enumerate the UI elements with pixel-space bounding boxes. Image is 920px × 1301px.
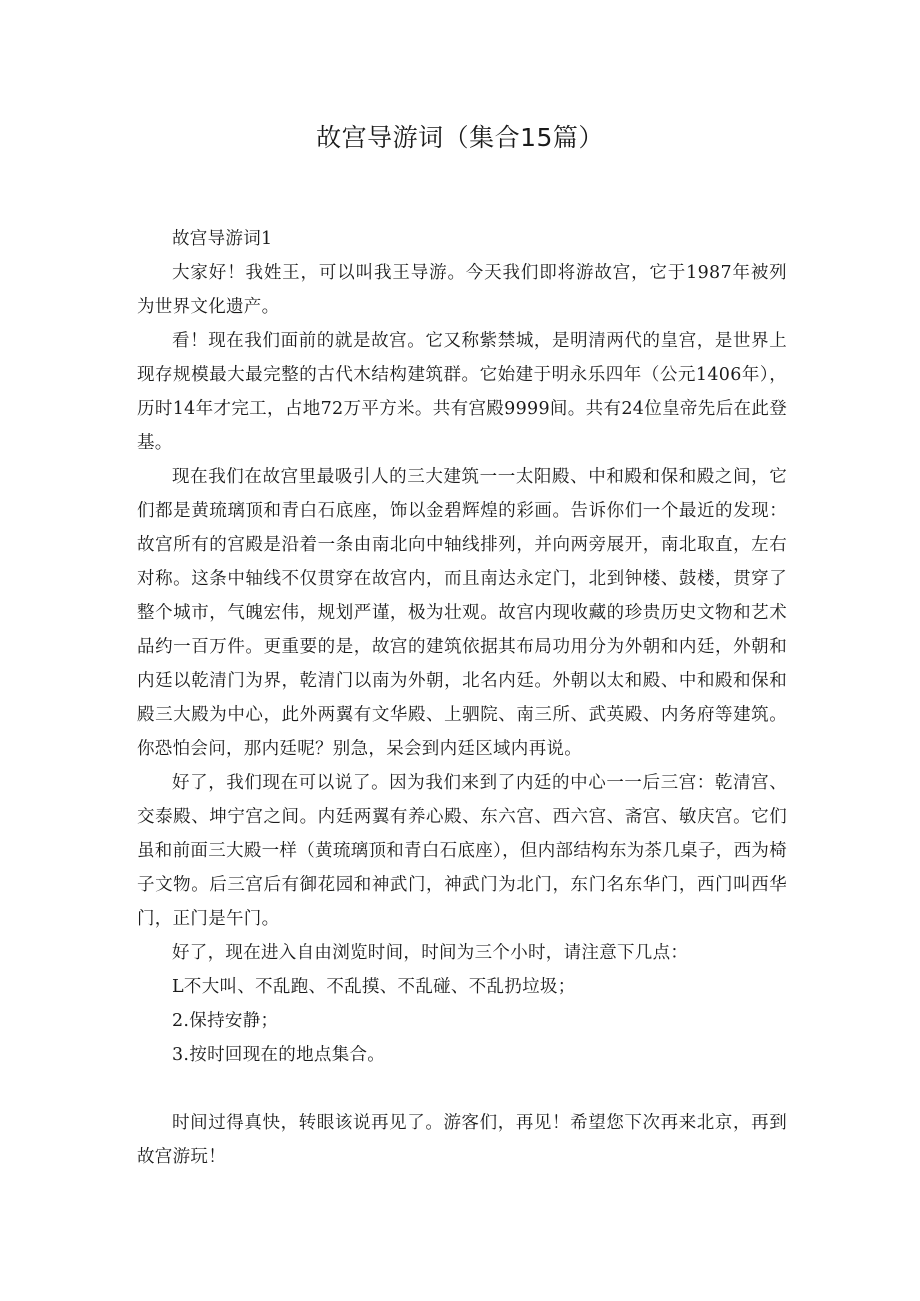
section-heading: 故宫导游词1 [172, 229, 273, 249]
paragraph-free-time: 好了，现在进入自由浏览时间，时间为三个小时，请注意下几点： [172, 943, 689, 963]
paragraph-farewell: 时间过得真快，转眼该说再见了。游客们，再见！希望您下次再来北京，再到故宫游玩！ [137, 1113, 787, 1167]
paragraph-outer-court: 现在我们在故宫里最吸引人的三大建筑一一太阳殿、中和殿和保和殿之间，它们都是黄琉璃顶和青白石底座，饰以金碧辉煌的彩画。告诉你们一个最近的发现：故宫所有的宫殿是沿着一条由南北向中轴线排列，并向两旁展开，南北取直，左右对称。这条中轴线不仅贯穿在故宫内，而且南达永定门，北到钟楼、鼓楼，贯穿了整个城市，气魄宏伟，规划严谨，极为壮观。故宫内现收藏的珍贵历史文物和艺术品约一百万件。更重要的是，故宫的建筑依据其布局功用分为外朝和内廷，外朝和内廷以乾清门为界，乾清门以南为外朝，北名内廷。外朝以太和殿、中和殿和保和殿三大殿为中心，此外两翼有文华殿、上驷院、南三所、武英殿、内务府等建筑。你恐怕会问，那内廷呢？别急，呆会到内廷区域内再说。 [137, 467, 787, 759]
paragraph-inner-court: 好了，我们现在可以说了。因为我们来到了内廷的中心一一后三宫：乾清宫、交泰殿、坤宁宫之间。内廷两翼有养心殿、东六宫、西六宫、斋宫、敏庆宫。它们虽和前面三大殿一样（黄琉璃顶和青白石底座），但内部结构东为茶几桌子，西为椅子文物。后三宫后有御花园和神武门，神武门为北门，东门名东华门，西门叫西华门，正门是午门。 [137, 773, 787, 929]
paragraph-greeting: 大家好！我姓王，可以叫我王导游。今天我们即将游故宫，它于1987年被列为世界文化遗产。 [137, 263, 787, 317]
document-body [137, 222, 787, 1174]
rule-item-2: 2.保持安静； [172, 1011, 279, 1031]
paragraph-spacer [137, 1072, 787, 1106]
paragraph-intro: 看！现在我们面前的就是故宫。它又称紫禁城，是明清两代的皇宫，是世界上现存规模最大最完整的古代木结构建筑群。它始建于明永乐四年（公元1406年），历时14年才完工，占地72万平方米。共有宫殿9999间。共有24位皇帝先后在此登基。 [137, 331, 787, 453]
rule-item-1: L不大叫、不乱跑、不乱摸、不乱碰、不乱扔垃圾； [172, 977, 576, 997]
document-title: 故宫导游词（集合15篇） [316, 123, 604, 152]
rule-item-3: 3.按时回现在的地点集合。 [172, 1045, 386, 1065]
